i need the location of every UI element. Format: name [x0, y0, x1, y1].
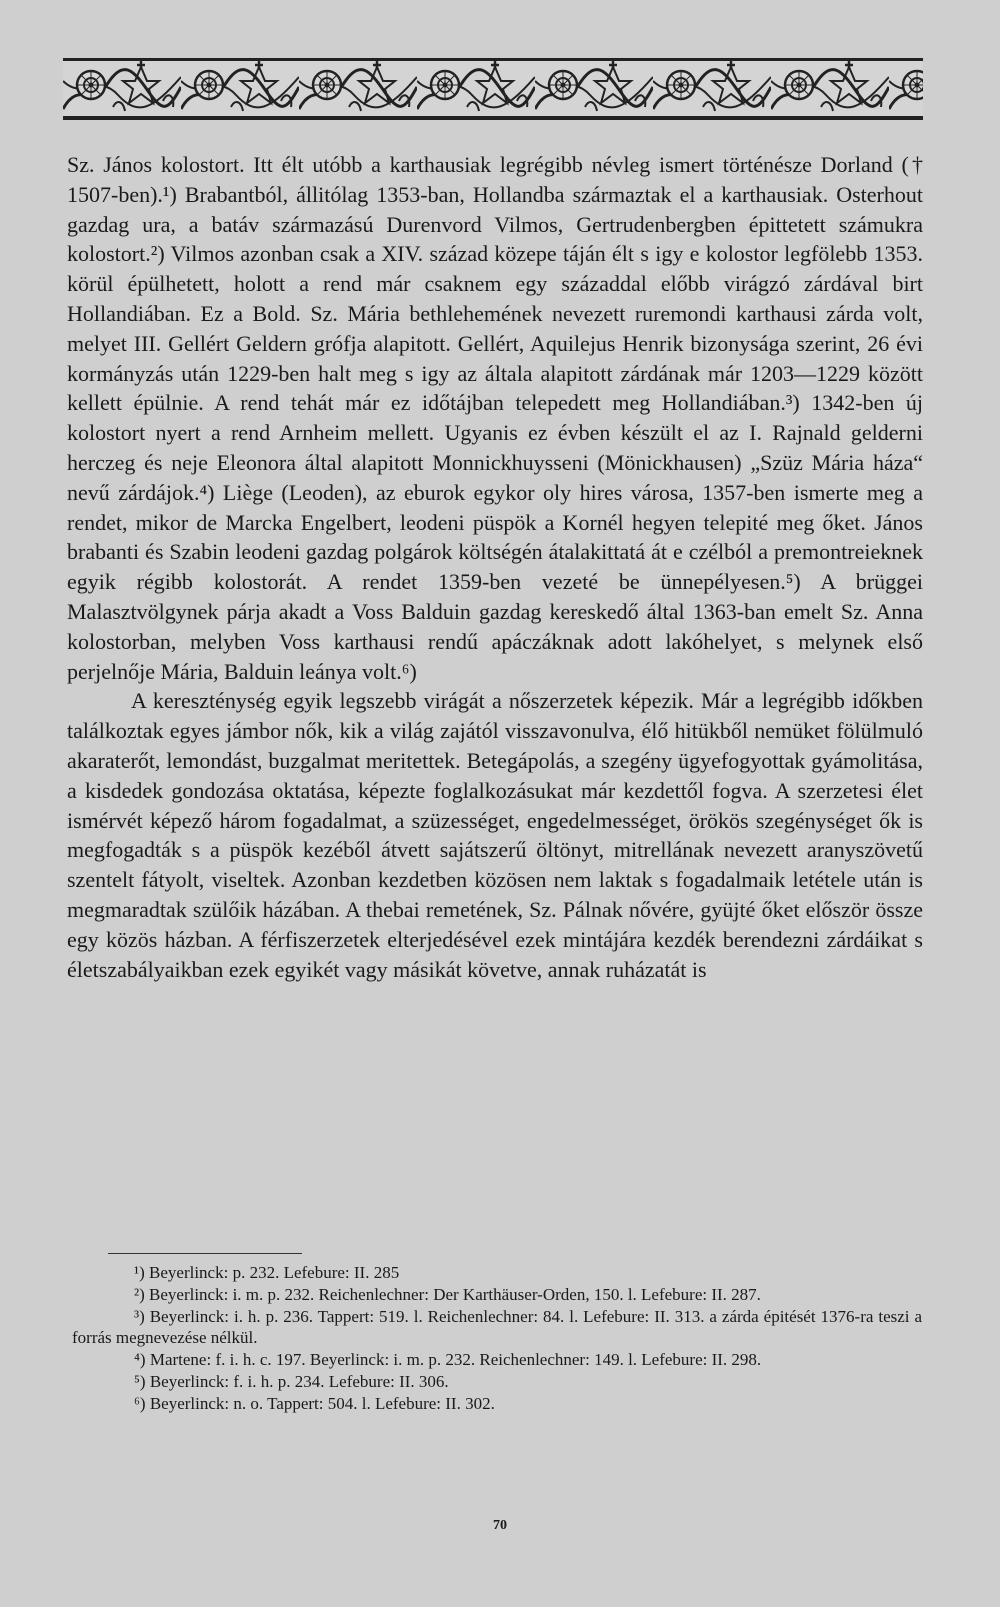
footnotes [72, 1262, 922, 1415]
body-paragraph-1: Sz. János kolostort. Itt élt utóbb a karthausiak legrégibb névleg ismert történésze Dorland († 1507-ben).¹) Brabantból, állitólag 1353-ban, Hollandba származtak el a karthausiak. Osterhout gazdag ura, a batáv származású Durenvord Vilmos, Gertrudenbergben épittetett számukra kolostort.²) Vilmos azonban csak a XIV. század közepe táján élt s igy e kolostor legfölebb 1353. körül épülhetett, holott a rend már csaknem egy századdal előbb virágzó zárdával birt Hollandiában. Ez a Bold. Sz. Mária bethlehemének nevezett ruremondi karthausi zárda volt, melyet III. Gellért Geldern grófja alapitott. Gellért, Aquilejus Henrik bizonysága szerint, 26 évi kormányzás után 1229-ben halt meg s igy az általa alapitott zárdának már 1203—1229 között kellett épülnie. A rend tehát már ez időtájban telepedett meg Hollandiában.³) 1342-ben új kolostort nyert a rend Arnheim mellett. Ugyanis ez évben készült el az I. Rajnald gelderni herczeg és neje Eleonora által alapitott Monnickhuysseni (Mönickhausen) „Szüz Mária háza“ nevű zárdájok.⁴) Liège (Leoden), az eburok egykor oly hires városa, 1357-ben ismerte meg a rendet, mikor de Marcka Engelbert, leodeni püspök a Kornél hegyen telepité meg őket. János brabanti és Szabin leodeni gazdag polgárok költségén átalakittatá át e czélból a premontreieknek egyik régibb kolostorát. A rendet 1359-ben vezeté be ünnepélyesen.⁵) A brüggei Malasztvölgynek párja akadt a Voss Balduin gazdag kereskedő által 1363-ban emelt Sz. Anna kolostorban, melyben Voss karthausi rendű apáczáknak adott lakóhelyet, s melynek első perjelnője Mária, Balduin leánya volt.⁶) [67, 152, 923, 684]
footnote-3: ³) Beyerlinck: i. h. p. 236. Tappert: 519. l. Reichenlechner: 84. l. Lefebure: II. 313. a zárda épitését 1376-ra teszi a forrás megnevezése nélkül. [72, 1306, 922, 1348]
header-ornament-band [63, 58, 923, 120]
main-text [67, 150, 923, 984]
footnote-2: ²) Beyerlinck: i. m. p. 232. Reichenlechner: Der Karthäuser-Orden, 150. l. Lefebure: II. 287. [134, 1284, 761, 1304]
page-number: 70 [493, 1518, 507, 1533]
ornament-pattern [63, 61, 923, 117]
footnote-1: ¹) Beyerlinck: p. 232. Lefebure: II. 285 [134, 1263, 400, 1282]
body-paragraph-2: A kereszténység egyik legszebb virágát a nőszerzetek képezik. Már a legrégibb időkben találkoztak egyes jámbor nők, kik a világ zajától visszavonulva, élő hitükből nemüket fölülmuló akaraterőt, lemondást, buzgalmat meritettek. Betegápolás, a szegény ügyefogyottak gyámolitása, a kisdedek gondozása oktatása, képezte foglalkozásukat már kezdettől fogva. A szerzetesi élet ismérvét képező három fogadalmat, a szüzességet, engedelmességet, örökös szegénységet ők is megfogadták s a püspök kezéből átvett sajátszerű öltönyt, mitrellának nevezett aranyszövetű szentelt fátyolt, viseltek. Azonban kezdetben közösen nem laktak s fogadalmaik letétele után is megmaradtak szülőik házában. A thebai remetének, Sz. Pálnak nővére, gyüjté őket először össze egy közös házban. A férfiszerzetek elterjedésével ezek mintájára kezdék berendezni zárdáikat s életszabályaikban ezek egyikét vagy másikát követve, annak ruházatát is [67, 688, 923, 982]
footnote-divider [108, 1253, 302, 1254]
footnote-6: ⁶) Beyerlinck: n. o. Tappert: 504. l. Lefebure: II. 302. [134, 1393, 495, 1413]
footnote-4: ⁴) Martene: f. i. h. c. 197. Beyerlinck: i. m. p. 232. Reichenlechner: 149. l. Lefebure: II. 298. [134, 1350, 762, 1370]
footnote-5: ⁵) Beyerlinck: f. i. h. p. 234. Lefebure: II. 306. [134, 1371, 449, 1391]
